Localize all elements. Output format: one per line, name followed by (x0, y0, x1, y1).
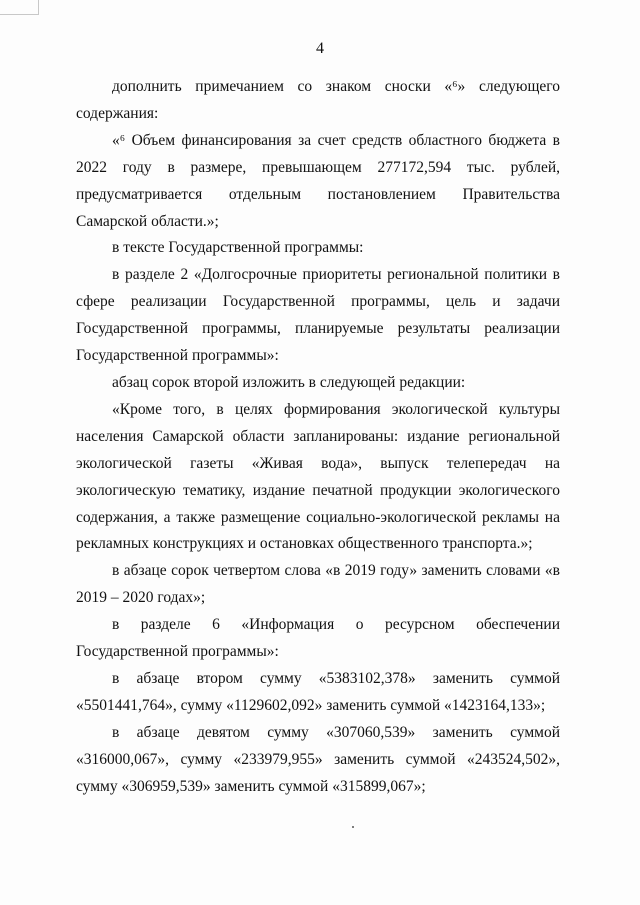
paragraph-abzac-42: абзац сорок второй изложить в следующей редакции: (112, 373, 466, 391)
paragraph-abzac-9: в абзаце девятом сумму «307060,539» заменить суммой «316000,067», сумму «233979,955» заменить суммой «243524,502», сумму «306959,539» заменить суммой «315899,067»; (76, 723, 560, 795)
paragraph-section-2: в разделе 2 «Долгосрочные приоритеты региональной политики в сфере реализации Государственной программы, цель и задачи Государственной программы, планируемые результаты реализации Государственной программы»: (76, 266, 560, 365)
scan-speck (352, 826, 354, 828)
paragraph-abzac-44: в абзаце сорок четвертом слова «в 2019 году» заменить словами «в 2019 – 2020 годах»; (76, 562, 560, 607)
paragraph-footnote-intro: дополнить примечанием со знаком сноски «⁶» следующего содержания: (76, 78, 560, 122)
paragraph-program-text: в тексте Государственной программы: (112, 239, 364, 257)
page-number: 4 (316, 40, 324, 57)
paragraph-ecology-text: «Кроме того, в целях формирования экологической культуры населения Самарской области запланированы: издание региональной экологической газеты «Живая вода», выпуск телепередач на экологическую тематику, издание печатной продукции экологического содержания, а также размещение социально-экологической рекламы на рекламных конструкциях и остановках общественного транспорта.»; (76, 400, 560, 553)
paragraph-section-6: в разделе 6 «Информация о ресурсном обеспечении Государственной программы»: (76, 616, 560, 661)
document-body (76, 74, 560, 800)
paragraph-footnote-text: «⁶ Объем финансирования за счет средств областного бюджета в 2022 году в размере, превышающем 277172,594 тыс. рублей, предусматривается отдельным постановлением Правительства Самарской области.»; (76, 131, 560, 230)
scan-corner-mark (0, 0, 39, 15)
paragraph-abzac-2: в абзаце втором сумму «5383102,378» заменить суммой «5501441,764», сумму «1129602,092» заменить суммой «1423164,133»; (76, 669, 560, 714)
